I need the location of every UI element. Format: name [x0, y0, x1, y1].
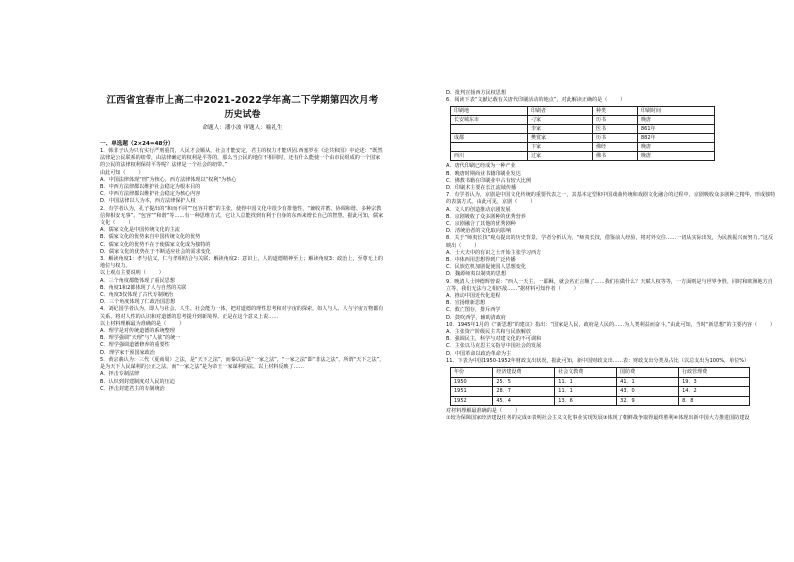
table-cell: 1950 [451, 377, 493, 387]
finance-table [450, 367, 750, 406]
table-cell: 晚唐 [638, 152, 715, 161]
table-cell: 41．1 [617, 377, 679, 387]
table-row [451, 368, 750, 378]
right-column [446, 90, 776, 423]
table-cell: 印刷地 [451, 107, 528, 116]
table-cell: 19．3 [679, 377, 750, 387]
table-cell: 882年 [638, 134, 715, 143]
table-row [451, 377, 750, 387]
table-row [451, 134, 715, 143]
table-cell [451, 125, 528, 134]
table-cell: 年份 [451, 368, 493, 378]
table-cell: 樊赏家 [528, 134, 593, 143]
table-cell [451, 143, 528, 152]
table-cell: 长安城东市 [451, 116, 528, 125]
table-cell: 861年 [638, 125, 715, 134]
left-column [100, 0, 385, 393]
table-cell: 印刷者 [528, 107, 593, 116]
table-row [451, 396, 750, 406]
table-cell: 45．4 [493, 396, 555, 406]
table-cell: 11．1 [555, 377, 617, 387]
table-cell: 过家 [528, 152, 593, 161]
table-cell: 历书 [593, 134, 638, 143]
table-cell: 8．8 [679, 396, 750, 406]
table-cell: 西川 [451, 152, 528, 161]
questions-left: 1．韩非子认为只有实行严刑重罚，人民才会顺从，社会才能安定，君主的权力才能巩固.西塞罗在《论共和国》中论述：“既然法律是公民联系的纽带，由法律确定的权利是平等的，那么当公民的地位不相同时，还有什么能使一个由市民组成的一个国家的公民的法律权利保持平等呢？法律是一个社会的纽带。” 由此可知（ ） A．中国法律体现“刑”为核心，西方法律体现以“权利”为核心 B．中西方法律都以维护社会稳定为根本目的 C．中西方法律都以维护社会稳定为核心内容 D．中国法律以人为本，西方法律保护人权 2．有学者认为，孔子提出的“和而不同”“包容并蓄”的主张，使得中国文化中很少有排他性，“兼收并蓄、协调和谐、多种宗教信仰相安无事”。“包容”“和谐”等……有一种思维方式，它让人总能找到有利于自身的东西来增长自己的智慧。据此可知，儒家文化（ ） A．儒家文化是中国传统文化的主流 B．儒家文化的优势来自中国传统文化的优势 C．儒家文化的优势不在于使儒家文化成为独特的 D．儒家文化的优势在于不断适应社会的需求变化 3．解读角度1：孝与信义，仁与孝相结合与关联；解读角度2：意识上，人的道德精神至上；解读角度3：政治上，至尊无上的地位与权力。 以上观点主要说明（ ） A．三个角度都能体现了重民思想 B．角度1和2都体现了人与自然的关联 C．角度3仅体现了古代专制统治 D．三个角度体现了仁政治国思想 4．刘纪国学者认为，即人与社会、人生、社会能力一体，把对道德的理性思考和对宇宙的探索，如人与人、人与宇宙万物都有关系，将对人性的认识和对道德的思考提升到新境界。正是在这个意义上说…… 以上材料理解最为准确的是（ ） A．理学是对传统道德的系统整理 B．理学强调“天理”与“人欲”的统一 C．理学强调道德修养的重要性 D．理学家干预国家政治 5．黄宗羲认为：三代（夏商周）之法，是“天下之法”，而秦以后是“一家之法”，“一家之法”即“非法之法”，所谓“天下之法”，是为天下人民谋利的公正之法，而“一家之法”是为帝王一家谋利的法。以上材料反映了…… A．抨击专制法律 B．认识到封建制度对人民的压迫 C．抨击封建君主的专制统治 [100, 148, 385, 392]
table-cell: 晚唐 [638, 143, 715, 152]
table-cell: 成都 [451, 134, 528, 143]
table-cell: 晚唐 [638, 116, 715, 125]
table-cell: 11．1 [555, 387, 617, 397]
table-cell: 社会文教费 [555, 368, 617, 378]
table-cell: 医书 [593, 125, 638, 134]
table-cell: 13．6 [555, 396, 617, 406]
exam-authors: 命题人：潘小波 审题人：喻礼生 [202, 125, 283, 131]
table-cell: 种类 [593, 107, 638, 116]
table-cell: 14．2 [679, 387, 750, 397]
table-cell: 43．0 [617, 387, 679, 397]
exam-subtitle: 历史试卷 [224, 110, 261, 120]
table-row [451, 116, 715, 125]
table-cell: 佛经 [593, 143, 638, 152]
table-cell: 1952 [451, 396, 493, 406]
question-11-options: 对材料理解最准确的是（ ） ①较为保障国家经济建设任务的完成②表明社会主义文化事业实现发展③体现了朝鲜战争取得最终胜利④体现出新中国大力推进国防建设 [446, 408, 750, 422]
table-row [451, 152, 715, 161]
table-cell: 28．7 [493, 387, 555, 397]
table-row [451, 387, 750, 397]
table-cell: 历书 [593, 116, 638, 125]
table-cell: 刁家 [528, 116, 593, 125]
table-row [451, 107, 715, 116]
question-6-intro: D．批判宣扬西方民权思想 6．阅读下表“文献记载有关唐代印刷活动的地点”，对此解读正确的是（ ） [446, 90, 626, 104]
table-cell: 卞家 [528, 143, 593, 152]
table-row [451, 143, 715, 152]
table-cell: 1951 [451, 387, 493, 397]
table-cell: 经济建设费 [493, 368, 555, 378]
questions-right: A．唐代印刷已经成为一种产业 B．晚唐时期商业书籍印刷业发达 C．佛教书籍在印刷业中占有较大比例 D．印刷术主要在长江流域传播 7．有学者认为，京剧是中国文化传统的重要代表之一，其基本定型和中国戏曲传统和戏剧文化融合的过程中，京剧吸收众多剧种之精华，形成独特的表演方式。由此可见，京剧（ ） A．文人的创造推动京剧发展 B．京剧吸收了众多剧种的优秀营养 C．京剧融合了其他的优秀剧种 D．清统治者的文化取向影响 8．关于“师夷长技”观点提出的历史背景，学者分析认为，“师夷长技，借鉴前人经验，将对外交往……一切从实际出发，为民族振兴而努力。”这反映出（ ） A．士大夫中的有识之士开始主张学习西方 B．中体西用思想得到广泛传播 C．民族危机加剧促使国人思想变化 D．魏源师夷以制夷的思想 9．晚清人士钟德辉曾说：“西人一天主，一耶稣，就会名正言顺了……我们在做什么？天赋人权等等，一方面则是与世界争胜，同时和欧洲地方自立等，我们无法与之相匹敌……”据材料可知作者（ ） A．推动中国近代化进程 B．宣扬维新思想 C．救亡图存，排斥西学 D．鼓吹西学，辅助清政府 10．1945年1月的《“新思想”的建议》指出：“国家是人民，政府是人民的……为人类利益而奋斗。”由此可知，当时“新思想”的主要内容（ ） A．主张资产阶级民主共和与民族解放 B．强调民主，科学与对建文化的不可调和 C．主张以马克思主义指导中国社会的发展 D．中国革命以政治革命为主 11．下表为中国1950-1952年财政支出状况，据此可知，新中国财政支出……表：财政支出分类及占比（以总支出为100%，单位%） [446, 163, 776, 364]
exam-title: 江西省宜春市上高二中2021-2022学年高二下学期第四次月考 [106, 95, 379, 106]
table-cell: 印刷时间 [638, 107, 715, 116]
table-row [451, 125, 715, 134]
table-cell: 32．9 [617, 396, 679, 406]
table-cell: 行政管理费 [679, 368, 750, 378]
print-location-table [450, 106, 715, 161]
table-cell: 25．5 [493, 377, 555, 387]
table-cell: 佛书 [593, 152, 638, 161]
section-heading: 一、单选题（2×24=48分） [100, 141, 174, 147]
table-cell: 李家 [528, 125, 593, 134]
table-cell: 国防费 [617, 368, 679, 378]
